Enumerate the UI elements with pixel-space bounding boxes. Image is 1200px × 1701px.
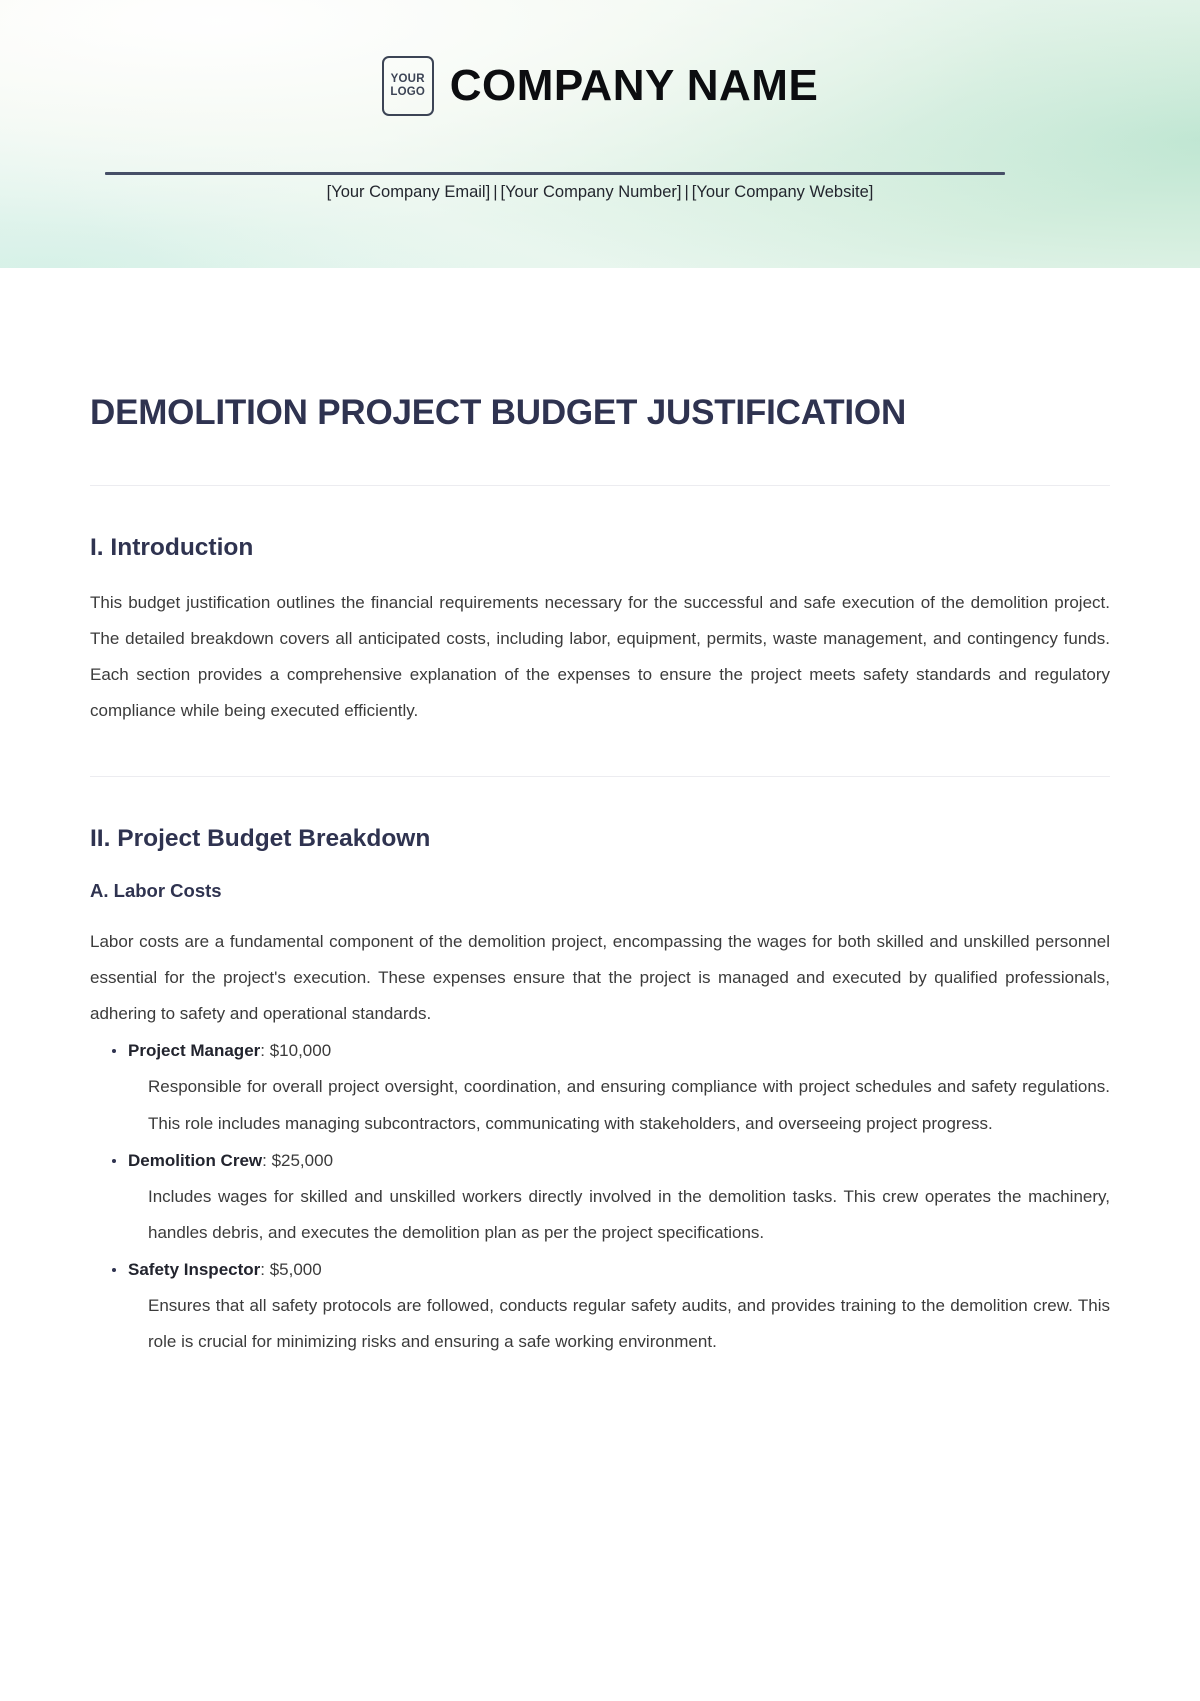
bullet-description: Includes wages for skilled and unskilled workers directly involved in the demolition tasks. This crew operates the machinery, handles debris, and executes the demolition plan as per the project specifications. xyxy=(148,1186,1110,1242)
brand-row xyxy=(0,56,1200,116)
section-heading-budget-breakdown: II. Project Budget Breakdown xyxy=(90,824,431,852)
bullet-amount: : $25,000 xyxy=(262,1150,334,1170)
section-heading-introduction: I. Introduction xyxy=(90,534,254,562)
spacer xyxy=(90,486,1110,533)
list-item xyxy=(112,1143,1110,1251)
spacer xyxy=(90,777,1110,824)
section-project-budget-breakdown xyxy=(90,824,1110,1360)
bullet-headline xyxy=(128,1033,1110,1069)
your-logo-placeholder-icon[interactable] xyxy=(382,56,434,116)
bullet-label: Demolition Crew xyxy=(128,1150,263,1170)
list-item xyxy=(112,1033,1110,1141)
company-name: COMPANY NAME xyxy=(449,61,819,110)
header-accent-rule xyxy=(105,172,1005,175)
spacer xyxy=(90,729,1110,776)
company-contact-line xyxy=(0,183,1200,202)
subsection-paragraph-labor-costs: Labor costs are a fundamental component of the demolition project, encompassing the wages for both skilled and unskilled personnel essential for the project's execution. These expenses ensure that the project is managed and executed by qualified professionals, adhering to safety and operational standards. xyxy=(90,932,1110,1024)
page-title: DEMOLITION PROJECT BUDGET JUSTIFICATION xyxy=(90,393,907,432)
document-header-band xyxy=(0,0,1200,268)
company-website[interactable]: [Your Company Website] xyxy=(691,183,874,201)
company-email[interactable]: [Your Company Email] xyxy=(326,183,491,201)
contact-separator-1: | xyxy=(493,183,498,201)
subsection-heading-labor-costs: A. Labor Costs xyxy=(90,880,222,902)
logo-line-1: YOUR xyxy=(390,73,425,86)
section-paragraph-introduction: This budget justification outlines the financial requirements necessary for the successful and safe execution of the demolition project. The detailed breakdown covers all anticipated costs, including labor, equipment, permits, waste management, and contingency funds. Each section provides a comprehensive explanation of the expenses to ensure the project meets safety standards and regulatory compliance while being executed efficiently. xyxy=(90,592,1110,720)
section-introduction xyxy=(90,533,1110,729)
bullet-amount: : $10,000 xyxy=(260,1041,332,1061)
labor-costs-bullet-list xyxy=(90,1033,1110,1359)
bullet-amount: : $5,000 xyxy=(260,1259,322,1279)
bullet-label: Safety Inspector xyxy=(128,1259,261,1279)
bullet-description: Ensures that all safety protocols are followed, conducts regular safety audits, and provides training to the demolition crew. This role is crucial for minimizing risks and ensuring a safe working environment. xyxy=(148,1295,1110,1351)
bullet-label: Project Manager xyxy=(128,1041,261,1061)
company-number[interactable]: [Your Company Number] xyxy=(500,183,682,201)
list-item xyxy=(112,1252,1110,1360)
bullet-headline xyxy=(128,1252,1110,1288)
document-body xyxy=(0,268,1200,1360)
contact-separator-2: | xyxy=(684,183,689,201)
bullet-description: Responsible for overall project oversight, coordination, and ensuring compliance with project schedules and safety regulations. This role includes managing subcontractors, communicating with stakeholders, and overseeing project progress. xyxy=(148,1077,1110,1133)
bullet-headline xyxy=(128,1143,1110,1179)
logo-line-2: LOGO xyxy=(390,86,426,98)
